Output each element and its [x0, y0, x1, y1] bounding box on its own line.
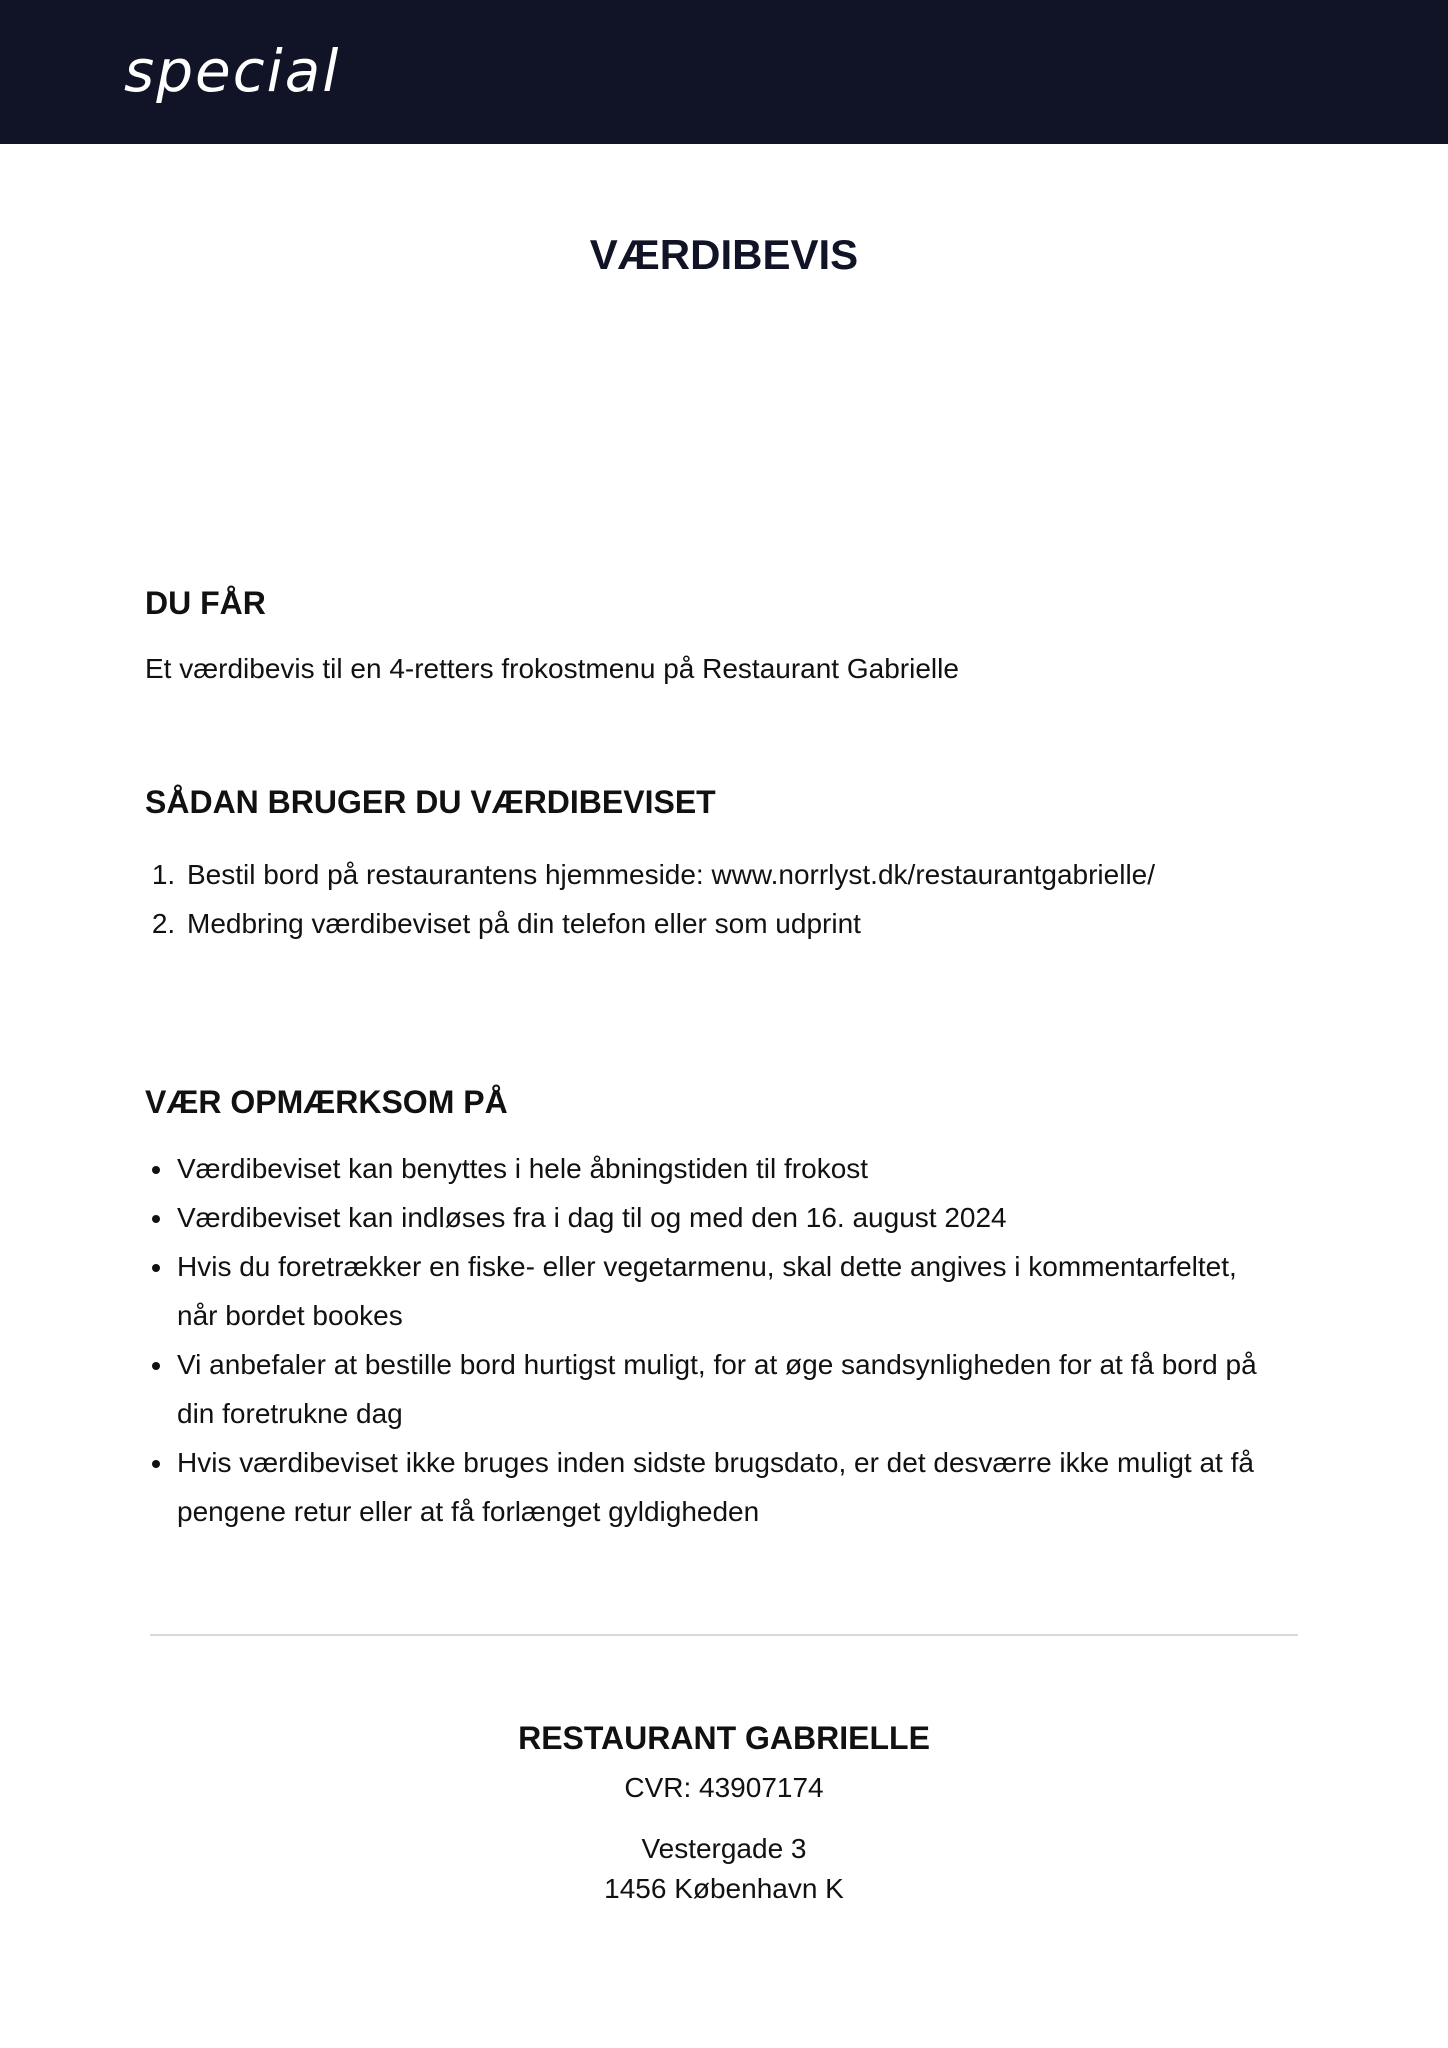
- note-item: • Værdibeviset kan benyttes i hele åbningstiden til frokost: [175, 1144, 1285, 1193]
- page-title: VÆRDIBEVIS: [589, 231, 859, 278]
- how-to-use-heading: SÅDAN BRUGER DU VÆRDIBEVISET: [145, 784, 716, 820]
- note-item: • Værdibeviset kan indløses fra i dag til og med den 16. august 2024: [175, 1193, 1285, 1242]
- note-item: • Vi anbefaler at bestille bord hurtigst muligt, for at øge sandsynligheden for at få bord på din foretrukne dag: [175, 1340, 1285, 1438]
- note-item: • Hvis værdibeviset ikke bruges inden sidste brugsdato, er det desværre ikke muligt at få pengene retur eller at få forlænget gyldigheden: [175, 1438, 1285, 1536]
- footer-divider: [150, 1634, 1298, 1636]
- restaurant-cvr: CVR: 43907174: [624, 1772, 824, 1803]
- restaurant-city: 1456 København K: [604, 1873, 844, 1904]
- you-get-text: Et værdibevis til en 4-retters frokostmenu på Restaurant Gabrielle: [145, 653, 959, 684]
- top-banner: [0, 0, 1448, 144]
- how-to-use-steps: [145, 850, 1343, 948]
- step-item: 2. Medbring værdibeviset på din telefon eller som udprint: [183, 899, 1343, 948]
- restaurant-street: Vestergade 3: [641, 1833, 807, 1864]
- note-item: • Hvis du foretrækker en fiske- eller vegetarmenu, skal dette angives i kommentarfeltet, når bordet bookes: [175, 1242, 1285, 1340]
- you-get-heading: DU FÅR: [145, 585, 266, 621]
- step-item: 1. Bestil bord på restaurantens hjemmeside: www.norrlyst.dk/restaurantgabrielle/: [183, 850, 1343, 899]
- notes-heading: VÆR OPMÆRKSOM PÅ: [145, 1084, 508, 1120]
- notes-list: [145, 1144, 1285, 1536]
- brand-logo: special: [124, 37, 341, 105]
- restaurant-name: RESTAURANT GABRIELLE: [518, 1720, 930, 1756]
